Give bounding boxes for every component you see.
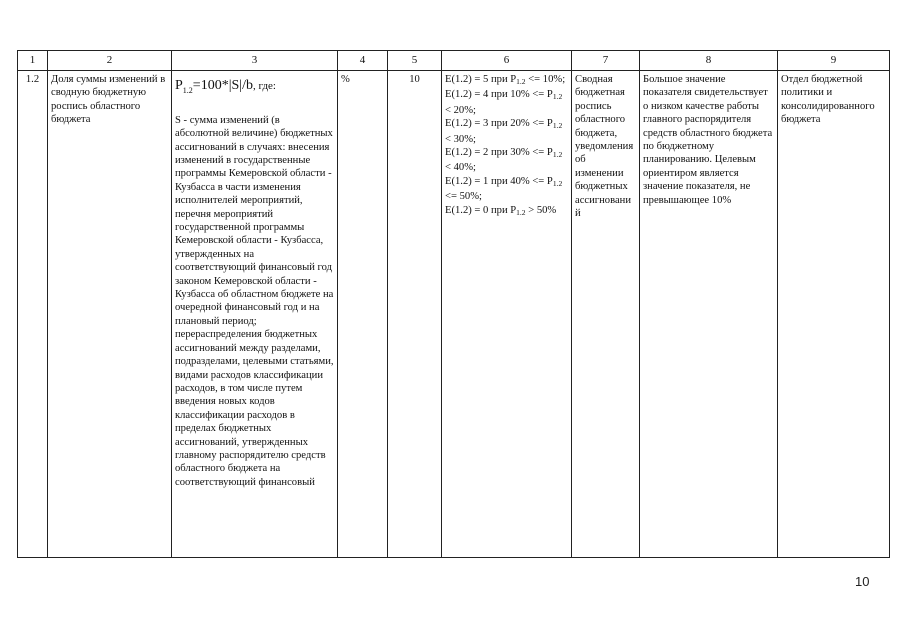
header-col-9: 9 (778, 51, 890, 71)
scale-line: E(1.2) = 4 при $10\% <= P_{1.2} < 20\%$; (445, 89, 563, 116)
formula (175, 77, 334, 100)
header-col-6: 6 (442, 51, 572, 71)
comment-cell: Большое значение показателя свидетельствует о низком качестве работы главного распорядителя средств областного бюджета по бюджетному планированию. Целевым ориентиром является значение показателя, не превышающее 10% (640, 71, 778, 558)
formula-description: S - сумма изменений (в абсолютной величине) бюджетных ассигнований в случаях: внесения изменений в государственные программы Кемеровской области - Кузбасса в части изменения исполнителей мероприятий, перечня мероприятий государственной программы Кемеровской области - Кузбасса, утвержденных на соответствующий финансовый год законом Кемеровской области - Кузбасса об областном бюджете на очередной финансовый год и на плановый период; перераспределения бюджетных ассигнований между разделами, подразделами, целевыми статьями, видами расходов классификации расходов, в том числе путем введения новых кодов классификации расходов в пределах бюджетных ассигнований, утвержденных главному распорядителю средств областного бюджета на соответствующий финансовый (175, 114, 334, 488)
table-header-row (18, 51, 890, 71)
formula-lhs: P (175, 78, 183, 93)
unit-cell: % (338, 71, 388, 558)
formula-rhs: =100*|S|/b (192, 78, 253, 93)
scale-line: E(1.2) = 0 при $P_{1.2} > 50\%$ (445, 204, 557, 217)
indicator-name: Доля суммы изменений в сводную бюджетную роспись областного бюджета (48, 71, 172, 558)
source-cell: Сводная бюджетная роспись областного бюджета, уведомления об изменении бюджетных ассигнований (572, 71, 640, 558)
page-number: 10 (855, 574, 870, 589)
header-col-8: 8 (640, 51, 778, 71)
scale-line: E(1.2) = 2 при $30\% <= P_{1.2} < 40\%$; (445, 147, 563, 174)
header-col-5: 5 (388, 51, 442, 71)
calculation-cell (172, 71, 338, 558)
formula-lhs-subscript: 1.2 (182, 85, 193, 95)
header-col-1: 1 (18, 51, 48, 71)
header-col-4: 4 (338, 51, 388, 71)
scale-cell (442, 71, 572, 558)
header-col-3: 3 (172, 51, 338, 71)
responsible-cell: Отдел бюджетной политики и консолидированного бюджета (778, 71, 890, 558)
row-number: 1.2 (18, 71, 48, 558)
scale-line: E(1.2) = 5 при $P_{1.2} <= 10\%$; (445, 74, 566, 86)
scale-line: E(1.2) = 3 при $20\% <= P_{1.2} < 30\%$; (445, 118, 563, 145)
scale-line: E(1.2) = 1 при $40\% <= P_{1.2} <= 50\%$; (445, 175, 563, 203)
indicator-table (17, 50, 890, 558)
header-col-2: 2 (48, 51, 172, 71)
table-row (18, 71, 890, 558)
weight-cell: 10 (388, 71, 442, 558)
formula-tail: , где: (252, 80, 276, 92)
header-col-7: 7 (572, 51, 640, 71)
